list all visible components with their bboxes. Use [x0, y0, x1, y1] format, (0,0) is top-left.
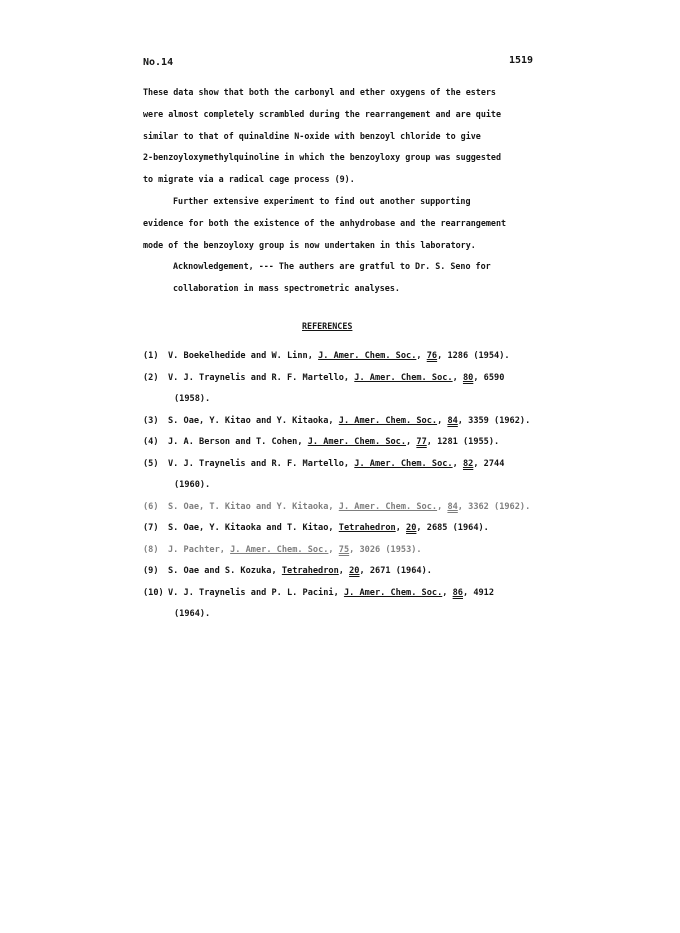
reference-pages-year: 2671 (1964). [369, 566, 432, 576]
reference-pages-year: 6590 [483, 372, 505, 383]
reference-authors: S. Oae, Y. Kitao and Y. Kitaoka, [168, 415, 334, 426]
reference-item [143, 523, 563, 545]
text-line: were almost completely scrambled during the rearrangement and are quite [143, 108, 501, 119]
reference-volume: 84 [447, 415, 458, 426]
reference-journal: J. Amer. Chem. Soc. [343, 587, 443, 598]
reference-continuation: (1964). [174, 609, 211, 619]
reference-line: V. J. Traynelis and P. L. Pacini, J. Amer. Chem. Soc., 86, 4912 [168, 587, 495, 598]
reference-body [168, 523, 563, 545]
reference-item [143, 416, 563, 438]
reference-pages-year: 1286 (1954). [447, 351, 510, 361]
issue-number: No.14 [143, 57, 174, 68]
reference-number: (7) [143, 523, 159, 533]
reference-item [143, 502, 563, 524]
reference-line: J. Pachter, J. Amer. Chem. Soc., 75, 3026 (1953). [168, 544, 422, 555]
reference-body [168, 459, 563, 502]
page-number: 1519 [509, 55, 534, 66]
reference-number: (5) [143, 458, 159, 469]
text-line: similar to that of quinaldine N-oxide with benzoyl chloride to give [143, 130, 481, 141]
reference-number: (8) [143, 544, 159, 555]
reference-journal: J. Amer. Chem. Soc. [338, 415, 438, 426]
reference-number: (2) [143, 372, 159, 383]
reference-body [168, 351, 563, 373]
reference-pages-year: 3359 (1962). [468, 415, 531, 426]
reference-authors: S. Oae and S. Kozuka, [168, 566, 277, 576]
references-list [143, 351, 563, 631]
reference-volume: 76 [426, 351, 438, 361]
paragraph-1 [143, 87, 543, 196]
reference-body [168, 545, 563, 567]
text-line: 2-benzoyloxymethylquinoline in which the benzoyloxy group was suggested [143, 152, 501, 163]
reference-volume: 20 [406, 523, 417, 533]
reference-number: (4) [143, 437, 159, 447]
reference-item [143, 588, 563, 631]
reference-pages-year: 3362 (1962). [468, 501, 531, 512]
reference-journal: J. Amer. Chem. Soc. [307, 437, 407, 447]
reference-authors: V. Boekelhedide and W. Linn, [168, 351, 313, 361]
reference-continuation: (1960). [174, 480, 211, 490]
reference-body [168, 373, 563, 416]
text-line: collaboration in mass spectrometric analyses. [173, 283, 400, 294]
reference-journal: J. Amer. Chem. Soc. [338, 501, 438, 512]
reference-item [143, 437, 563, 459]
reference-volume: 77 [416, 437, 427, 447]
reference-number: (9) [143, 566, 159, 576]
reference-body [168, 566, 563, 588]
reference-journal: J. Amer. Chem. Soc. [318, 351, 417, 361]
reference-pages-year: 3026 (1953). [359, 544, 422, 555]
reference-volume: 20 [349, 566, 360, 576]
reference-body [168, 588, 563, 631]
reference-line: S. Oae and S. Kozuka, Tetrahedron, 20, 2671 (1964). [168, 566, 432, 576]
reference-volume: 86 [452, 587, 463, 598]
reference-line: S. Oae, T. Kitao and Y. Kitaoka, J. Amer. Chem. Soc., 84, 3362 (1962). [168, 501, 531, 512]
acknowledgement [143, 261, 543, 305]
text-line: Acknowledgement, --- The authers are gratful to Dr. S. Seno for [173, 261, 491, 272]
reference-pages-year: 4912 [473, 587, 495, 598]
reference-item [143, 545, 563, 567]
reference-number: (10) [143, 587, 164, 598]
text-line: mode of the benzoyloxy group is now undertaken in this laboratory. [143, 239, 476, 250]
reference-journal: J. Amer. Chem. Soc. [354, 372, 453, 383]
reference-authors: S. Oae, Y. Kitaoka and T. Kitao, [168, 523, 334, 533]
reference-line: S. Oae, Y. Kitao and Y. Kitaoka, J. Amer. Chem. Soc., 84, 3359 (1962). [168, 415, 531, 426]
reference-journal: J. Amer. Chem. Soc. [354, 458, 453, 469]
reference-item [143, 459, 563, 502]
reference-line: V. J. Traynelis and R. F. Martello, J. Amer. Chem. Soc., 80, 6590 [168, 372, 505, 383]
text-line: These data show that both the carbonyl and ether oxygens of the esters [143, 87, 496, 97]
reference-authors: V. J. Traynelis and R. F. Martello, [168, 458, 350, 469]
text-line: evidence for both the existence of the anhydrobase and the rearrangement [143, 217, 507, 228]
reference-number: (1) [143, 351, 159, 361]
body-text [143, 87, 543, 305]
reference-volume: 84 [447, 501, 458, 512]
reference-authors: S. Oae, T. Kitao and Y. Kitaoka, [168, 501, 334, 512]
reference-journal: J. Amer. Chem. Soc. [230, 544, 329, 555]
reference-line: V. J. Traynelis and R. F. Martello, J. Amer. Chem. Soc., 82, 2744 [168, 458, 505, 469]
reference-pages-year: 2744 [483, 458, 505, 469]
reference-authors: J. A. Berson and T. Cohen, [168, 437, 303, 447]
reference-volume: 80 [462, 372, 474, 383]
reference-item [143, 566, 563, 588]
reference-item [143, 351, 563, 373]
reference-volume: 82 [462, 458, 474, 469]
reference-body [168, 437, 563, 459]
reference-body [168, 502, 563, 524]
text-line: Further extensive experiment to find out another supporting [173, 195, 471, 206]
reference-authors: V. J. Traynelis and R. F. Martello, [168, 372, 350, 383]
reference-journal: Tetrahedron [281, 566, 339, 576]
reference-pages-year: 2685 (1964). [426, 523, 489, 533]
reference-line: J. A. Berson and T. Cohen, J. Amer. Chem. Soc., 77, 1281 (1955). [168, 437, 500, 447]
reference-volume: 75 [338, 544, 350, 555]
reference-number: (3) [143, 415, 159, 426]
reference-body [168, 416, 563, 438]
reference-journal: Tetrahedron [338, 523, 396, 533]
paragraph-2 [143, 196, 543, 261]
references-heading: REFERENCES [302, 321, 353, 331]
reference-continuation: (1958). [174, 394, 211, 404]
reference-line: S. Oae, Y. Kitaoka and T. Kitao, Tetrahedron, 20, 2685 (1964). [168, 523, 489, 533]
reference-line: V. Boekelhedide and W. Linn, J. Amer. Chem. Soc., 76, 1286 (1954). [168, 351, 510, 361]
reference-item [143, 373, 563, 416]
reference-authors: V. J. Traynelis and P. L. Pacini, [168, 587, 339, 598]
reference-pages-year: 1281 (1955). [437, 437, 500, 447]
reference-number: (6) [143, 501, 159, 512]
reference-authors: J. Pachter, [168, 544, 225, 555]
text-line: to migrate via a radical cage process (9). [143, 174, 355, 185]
